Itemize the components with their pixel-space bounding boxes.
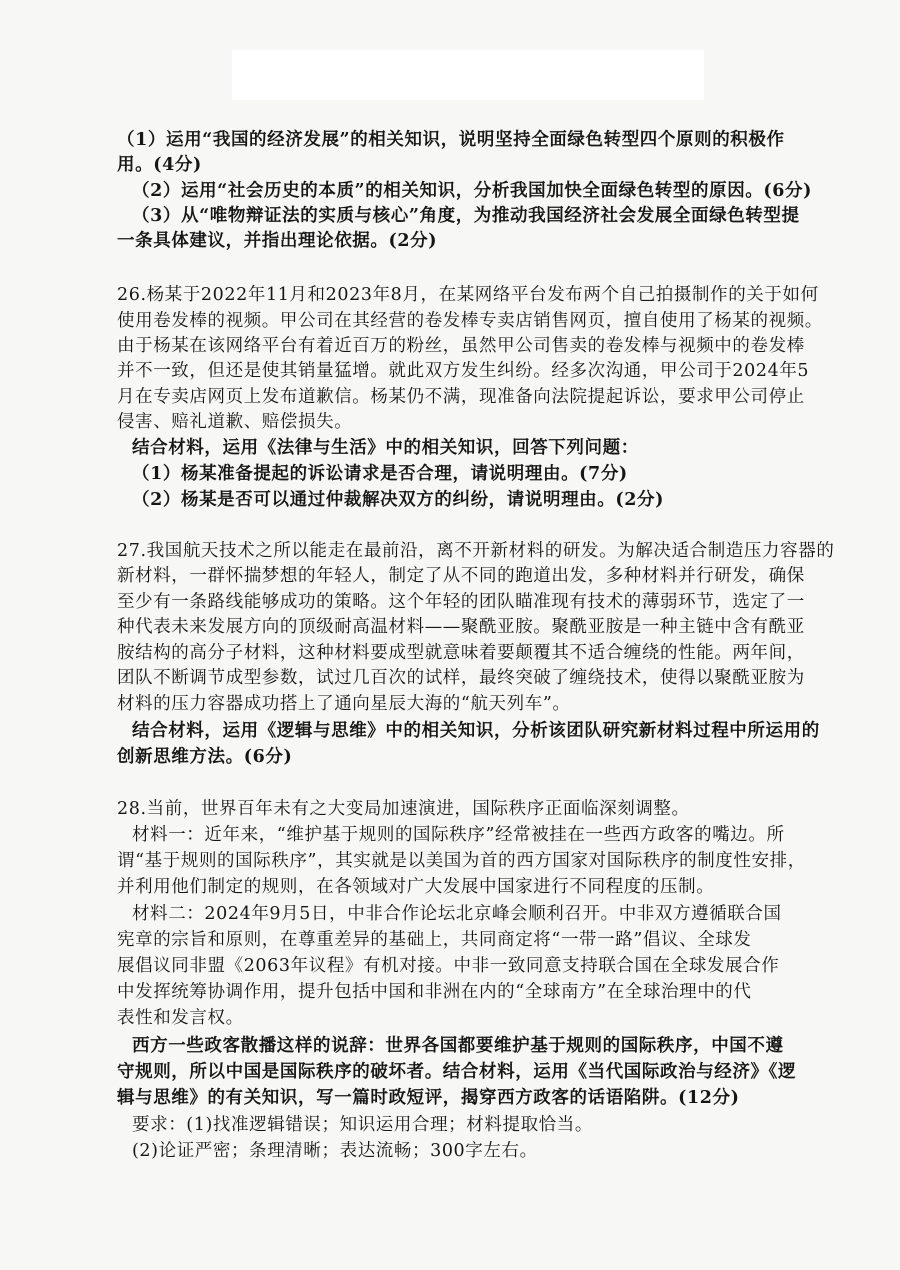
q28-requirement-1: 要求：(1)找准逻辑错误；知识运用合理；材料提取恰当。 bbox=[132, 1115, 593, 1135]
q27-material-line: 种代表未来发展方向的顶级耐高温材料——聚酰亚胺。聚酰亚胺是一种主链中含有酰亚 bbox=[117, 617, 805, 637]
q25-sub1-line2: 用。(4分) bbox=[117, 155, 202, 175]
q26-material-line: 月在专卖店网页上发布道歉信。杨某仍不满，现准备向法院提起诉讼，要求甲公司停止 bbox=[117, 387, 805, 407]
q26-material-line: 由于杨某在该网络平台有着近百万的粉丝，虽然甲公司售卖的卷发棒与视频中的卷发棒 bbox=[117, 336, 805, 356]
q27-material-line: 27.我国航天技术之所以能走在最前沿，离不开新材料的研发。为解决适合制造压力容器的 bbox=[117, 541, 835, 561]
q28-task-line: 西方一些政客散播这样的说辞：世界各国都要维护基于规则的国际秩序，中国不遵 bbox=[132, 1036, 784, 1056]
q25-sub3-line1: （3）从“唯物辩证法的实质与核心”角度，为推动我国经济社会发展全面绿色转型提 bbox=[132, 206, 800, 226]
q27-material-line: 新材料，一群怀揣梦想的年轻人，制定了从不同的跑道出发，多种材料并行研发，确保 bbox=[117, 566, 805, 586]
q26-instruction: 结合材料，运用《法律与生活》中的相关知识，回答下列问题： bbox=[132, 438, 639, 458]
q28-material1-line: 材料一：近年来，“维护基于规则的国际秩序”经常被挂在一些西方政客的嘴边。所 bbox=[132, 825, 785, 845]
q25-sub1-line1: （1）运用“我国的经济发展”的相关知识，说明坚持全面绿色转型四个原则的积极作 bbox=[117, 130, 785, 150]
q27-instruction-line2: 创新思维方法。(6分) bbox=[117, 747, 293, 767]
q27-material-line: 至少有一条路线能够成功的策略。这个年轻的团队瞄准现有技术的薄弱环节，选定了一 bbox=[117, 592, 805, 612]
q28-task-line: 守规则，所以中国是国际秩序的破坏者。结合材料，运用《当代国际政治与经济》《逻 bbox=[117, 1062, 797, 1082]
q28-material2-line: 宪章的宗旨和原则，在尊重差异的基础上，共同商定将“一带一路”倡议、全球发 bbox=[117, 930, 752, 950]
q28-task-line: 辑与思维》的有关知识，写一篇时政短评，揭穿西方政客的话语陷阱。(12分) bbox=[117, 1088, 740, 1108]
q27-instruction-line1: 结合材料，运用《逻辑与思维》中的相关知识，分析该团队研究新材料过程中所运用的 bbox=[132, 721, 820, 741]
q27-material-line: 胺结构的高分子材料，这种材料要成型就意味着要颠覆其不适合缠绕的性能。两年间， bbox=[117, 643, 805, 663]
q26-material-line: 使用卷发棒的视频。甲公司在其经营的卷发棒专卖店销售网页，擅自使用了杨某的视频。 bbox=[117, 311, 823, 331]
q25-sub3-line2: 一条具体建议，并指出理论依据。(2分) bbox=[117, 231, 438, 251]
q28-material1-line: 谓“基于规则的国际秩序”，其实就是以美国为首的西方国家对国际秩序的制度性安排， bbox=[117, 851, 806, 871]
q25-sub2: （2）运用“社会历史的本质”的相关知识，分析我国加快全面绿色转型的原因。(6分) bbox=[132, 181, 813, 201]
q27-material-line: 团队不断调节成型参数，试过几百次的试样，最终突破了缠绕技术，使得以聚酰亚胺为 bbox=[117, 668, 805, 688]
header-blank-area bbox=[232, 50, 704, 100]
q28-intro: 28.当前，世界百年未有之大变局加速演进，国际秩序正面临深刻调整。 bbox=[117, 799, 690, 819]
q28-material1-line: 并利用他们制定的规则，在各领域对广大发展中国家进行不同程度的压制。 bbox=[117, 877, 715, 897]
q27-material-line: 材料的压力容器成功搭上了通向星辰大海的“航天列车”。 bbox=[117, 694, 571, 714]
q28-material2-line: 材料二：2024年9月5日，中非合作论坛北京峰会顺利召开。中非双方遵循联合国 bbox=[132, 904, 782, 924]
q28-material2-line: 展倡议同非盟《2063年议程》有机对接。中非一致同意支持联合国在全球发展合作 bbox=[117, 956, 780, 976]
q26-material-line: 并不一致，但还是使其销量猛增。就此双方发生纠纷。经多次沟通，甲公司于2024年5 bbox=[117, 361, 810, 381]
q26-material-line: 26.杨某于2022年11月和2023年8月，在某网络平台发布两个自己拍摄制作的关于如何 bbox=[117, 285, 819, 305]
q28-requirement-2: (2)论证严密；条理清晰；表达流畅；300字左右。 bbox=[132, 1141, 538, 1161]
q26-sub1: （1）杨某准备提起的诉讼请求是否合理，请说明理由。(7分) bbox=[132, 464, 628, 484]
q28-material2-line: 表性和发言权。 bbox=[117, 1008, 244, 1028]
q26-material-line: 侵害、赔礼道歉、赔偿损失。 bbox=[117, 412, 353, 432]
q26-sub2: （2）杨某是否可以通过仲裁解决双方的纠纷，请说明理由。(2分) bbox=[132, 490, 665, 510]
q28-material2-line: 中发挥统筹协调作用，提升包括中国和非洲在内的“全球南方”在全球治理中的代 bbox=[117, 982, 752, 1002]
